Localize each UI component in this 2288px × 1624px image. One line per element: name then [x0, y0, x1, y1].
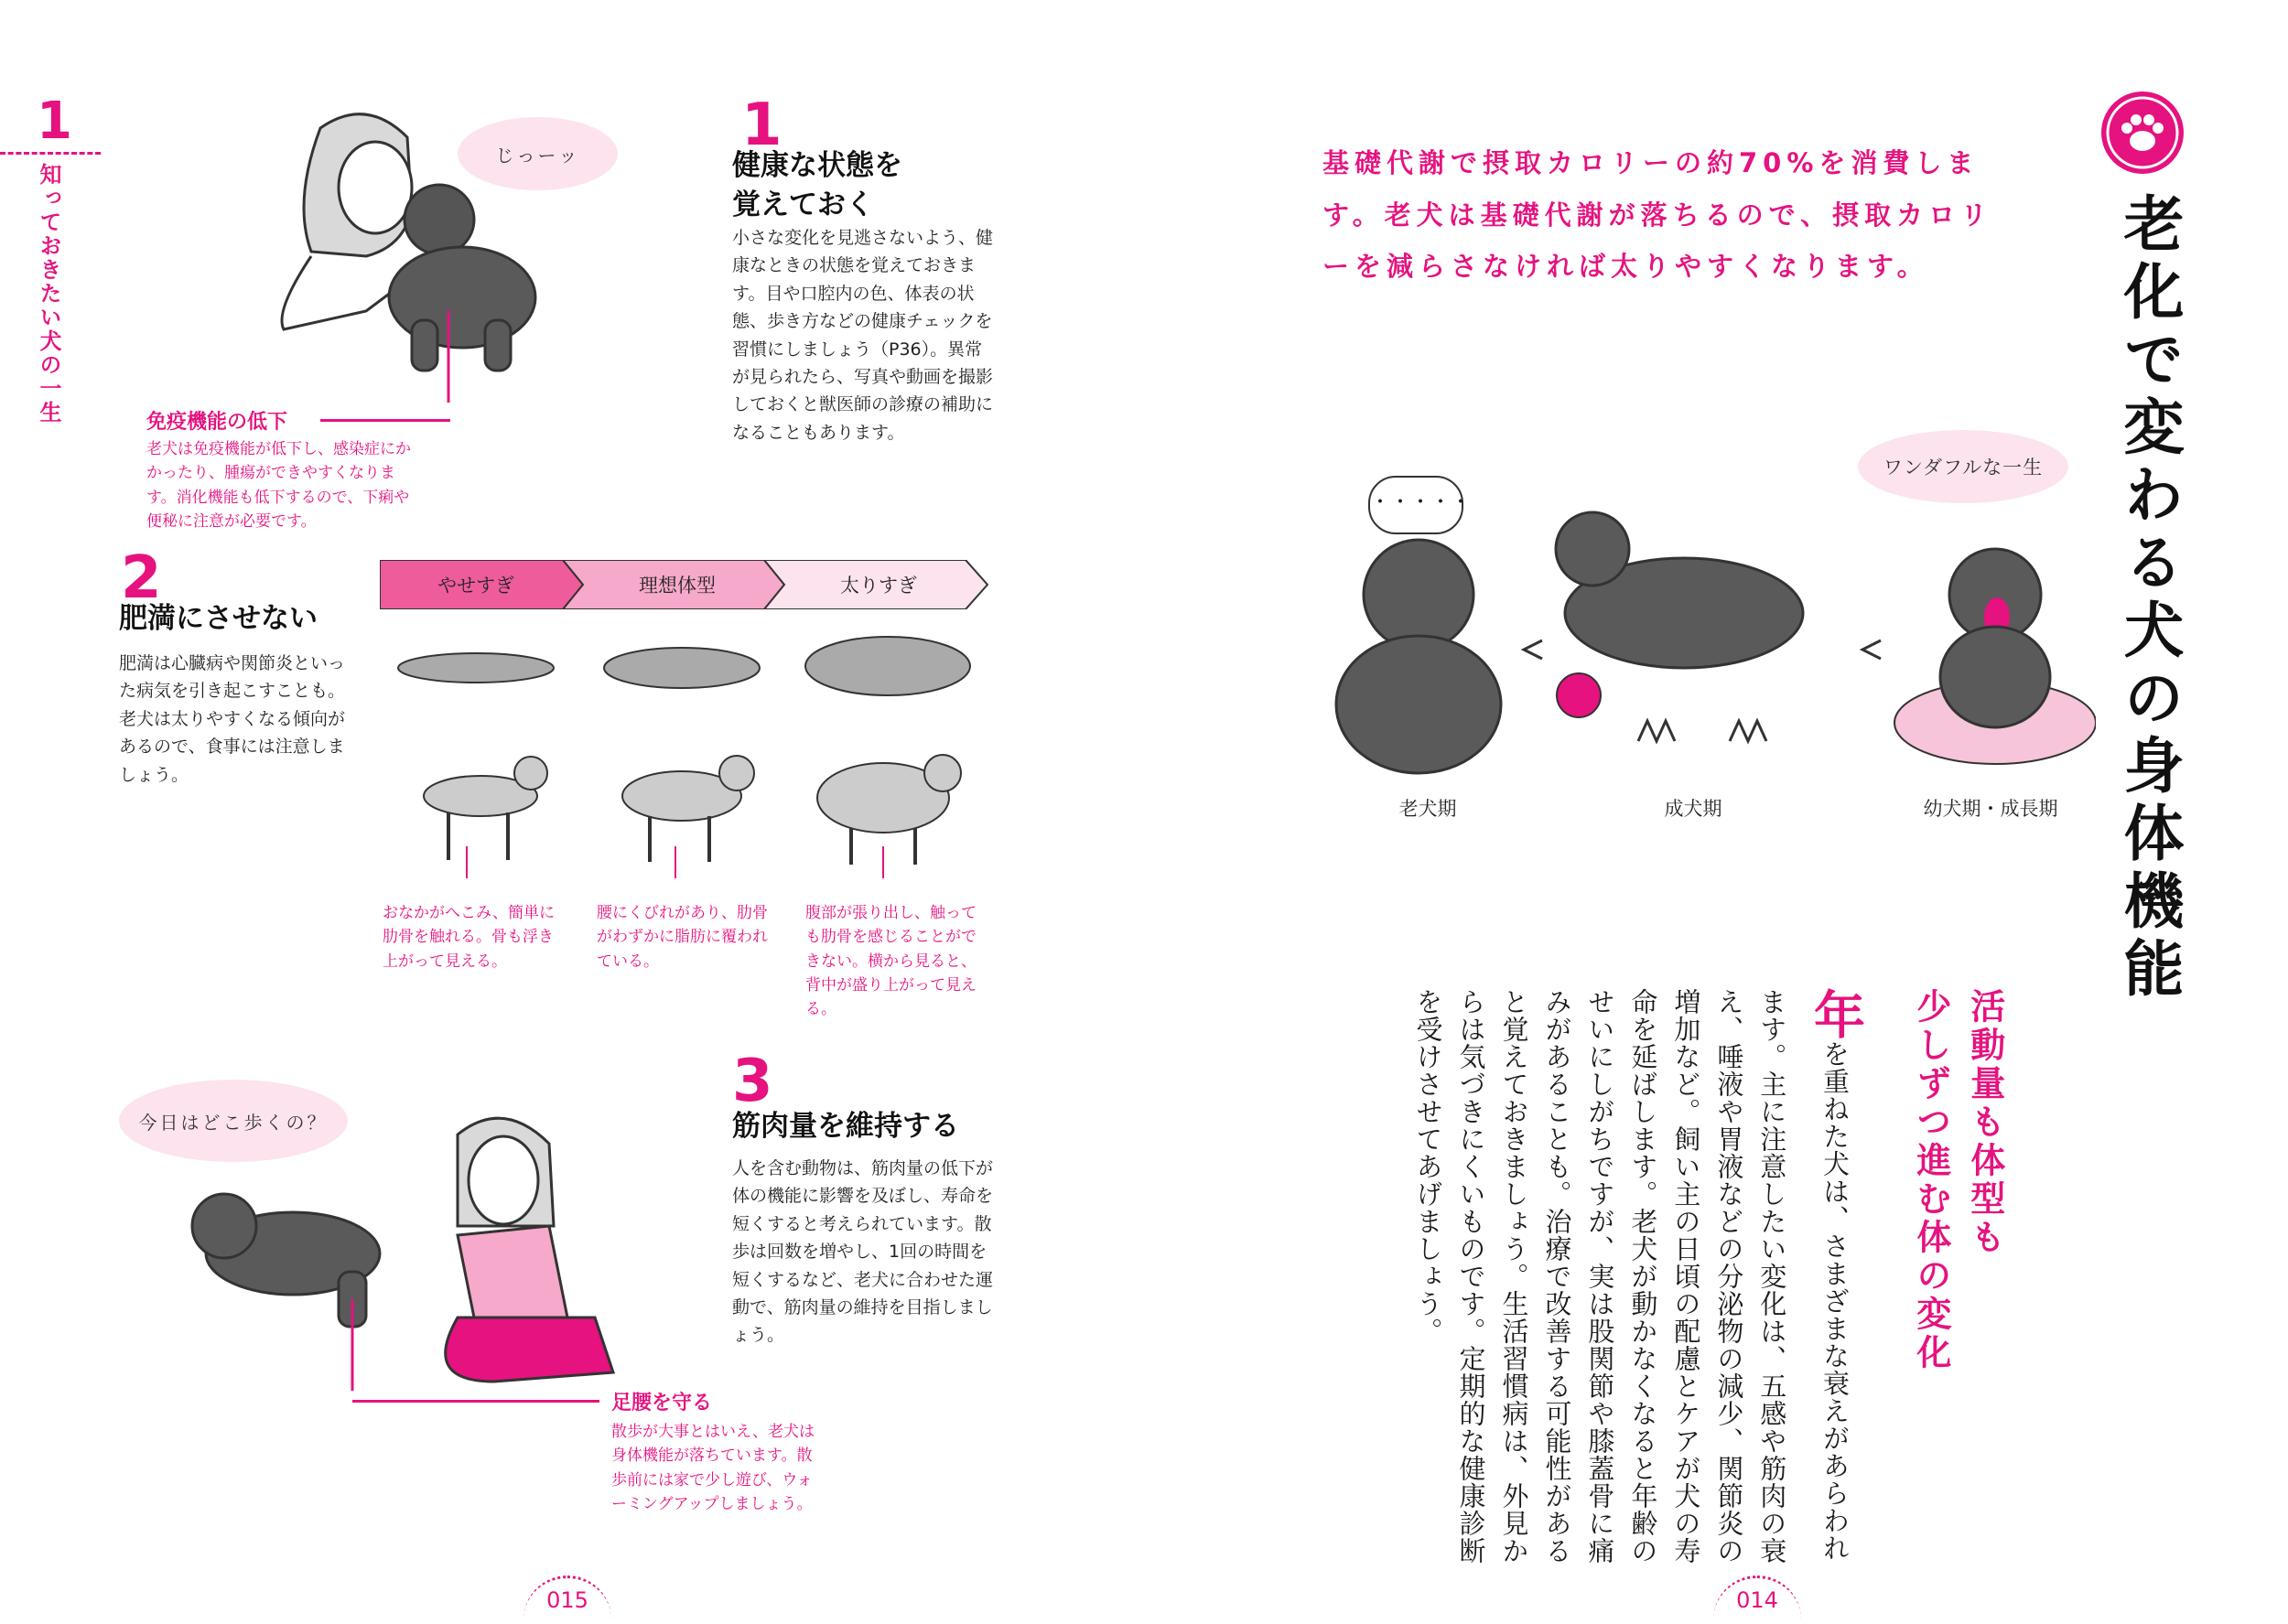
section-3-text: 人を含む動物は、筋肉量の低下が体の機能に影響を及ぼし、寿命を短くすると考えられています。散歩は回数を増やし、1回の時間を短くするなど、老犬に合わせた運動で、筋肉量の維持を目指しましょう。 [732, 1158, 994, 1346]
legs-title: 足腰を守る [611, 1392, 713, 1414]
section-1-title [732, 146, 902, 226]
subtitle-line1: 活動量も体型も [1964, 988, 2005, 1257]
body-text: を重ねた犬は、さまざまな衰えがあらわれます。主に注意したい変化は、五感や筋肉の衰え、唾液や胃液などの分泌物の減少、関節炎の増加など。飼い主の日頃の配慮とケアが犬の寿命を延ばします。老犬が動かなくなると年齢のせいにしがちですが、実は股関節や膝蓋骨に痛みがあることも。治療で改善する可能性があると覚えておきましょう。生活習慣病は、外見からは気づきにくいものです。定期的な健康診断を受けさせてあげましょう。 [1412, 988, 1851, 1565]
chapter-number: 1 [37, 91, 72, 151]
speech-bubble-life: ワンダフルな一生 [1858, 430, 2068, 503]
paw-glyph [2101, 91, 2184, 174]
immunity-connector [320, 419, 450, 422]
speech-bubble-dots: ・・・・・ [1368, 476, 1463, 534]
legs-text: 散歩が大事とはいえ、老犬は身体機能が落ちています。散歩前には家で少し遊び、ウォーミングアップしましょう。 [611, 1423, 815, 1514]
subtitle-line2: 少しずつ進む体の変化 [1910, 988, 1951, 1372]
section-1-title-line2: 覚えておく [732, 188, 874, 222]
section-2-text: 肥満は心臓病や関節炎といった病気を引き起こすことも。老犬は太りやすくなる傾向があるので、食事には注意しましょう。 [119, 653, 346, 785]
woman-walking-dog-illustration [183, 1089, 659, 1409]
life-stages-illustration [1318, 494, 2096, 787]
main-title: 老化で変わる犬の身体機能 [2113, 192, 2184, 1005]
paw-icon [2101, 91, 2184, 174]
subtitle [1904, 988, 2012, 1574]
scale-note-ideal: 腰にくびれがあり、肋骨がわずかに脂肪に覆われている。 [597, 904, 768, 971]
stage-adult-label: 成犬期 [1664, 798, 1722, 820]
scale-label-thin: やせすぎ [437, 575, 514, 597]
scale-label-overweight: 太りすぎ [840, 575, 917, 597]
dogs-top-view-illustration [384, 631, 988, 704]
body-dropcap: 年 [1806, 988, 1865, 1040]
dogs-side-view-illustration [384, 741, 988, 878]
scale-label-ideal: 理想体型 [639, 575, 716, 597]
immunity-title: 免疫機能の低下 [146, 411, 288, 434]
section-1-text: 小さな変化を見逃さないよう、健康なときの状態を覚えておきます。目や口腔内の色、体表の状態、歩き方などの健康チェックを習慣にしましょう（P36）。異常が見られたら、写真や動画を撮影しておくと獣医師の診療の補助になることもあります。 [732, 228, 994, 443]
section-1-title-line1: 健康な状態を [732, 149, 902, 182]
section-2-number: 2 [121, 544, 162, 612]
chapter-label: 知っておきたい犬の一生 [36, 163, 61, 425]
body-text-vertical [1318, 988, 1876, 1574]
body-scale-bar [380, 560, 988, 609]
scale-note-overweight: 腹部が張り出し、触っても肋骨を感じることができない。横から見ると、背中が盛り上がって見える。 [805, 904, 977, 1019]
speech-bubble-walk: 今日はどこ歩くの？ [119, 1080, 348, 1162]
immunity-text: 老犬は免疫機能が低下し、感染症にかかったり、腫瘍ができやすくなります。消化機能も低下するので、下痢や便秘に注意が必要です。 [146, 440, 411, 532]
stage-puppy-label: 幼犬期・成長期 [1923, 798, 2058, 820]
intro-text: 基礎代謝で摂取カロリーの約70%を消費します。老犬は基礎代謝が落ちるので、摂取カロリーを減らさなければ太りやすくなります。 [1322, 147, 1993, 283]
scale-note-thin: おなかがへこみ、簡単に肋骨を触れる。骨も浮き上がって見える。 [383, 904, 556, 971]
page-number-right: 014 [1713, 1576, 1801, 1622]
section-2-title: 肥満にさせない [119, 602, 318, 635]
section-3-title: 筋肉量を維持する [732, 1110, 959, 1143]
speech-bubble-top: じっーッ [458, 117, 618, 190]
section-3-number: 3 [732, 1048, 773, 1115]
section-1-number: 1 [741, 91, 782, 159]
stage-senior-label: 老犬期 [1398, 798, 1457, 820]
page-number-left: 015 [523, 1576, 611, 1622]
legs-connector [352, 1400, 599, 1403]
chapter-divider [0, 152, 101, 155]
